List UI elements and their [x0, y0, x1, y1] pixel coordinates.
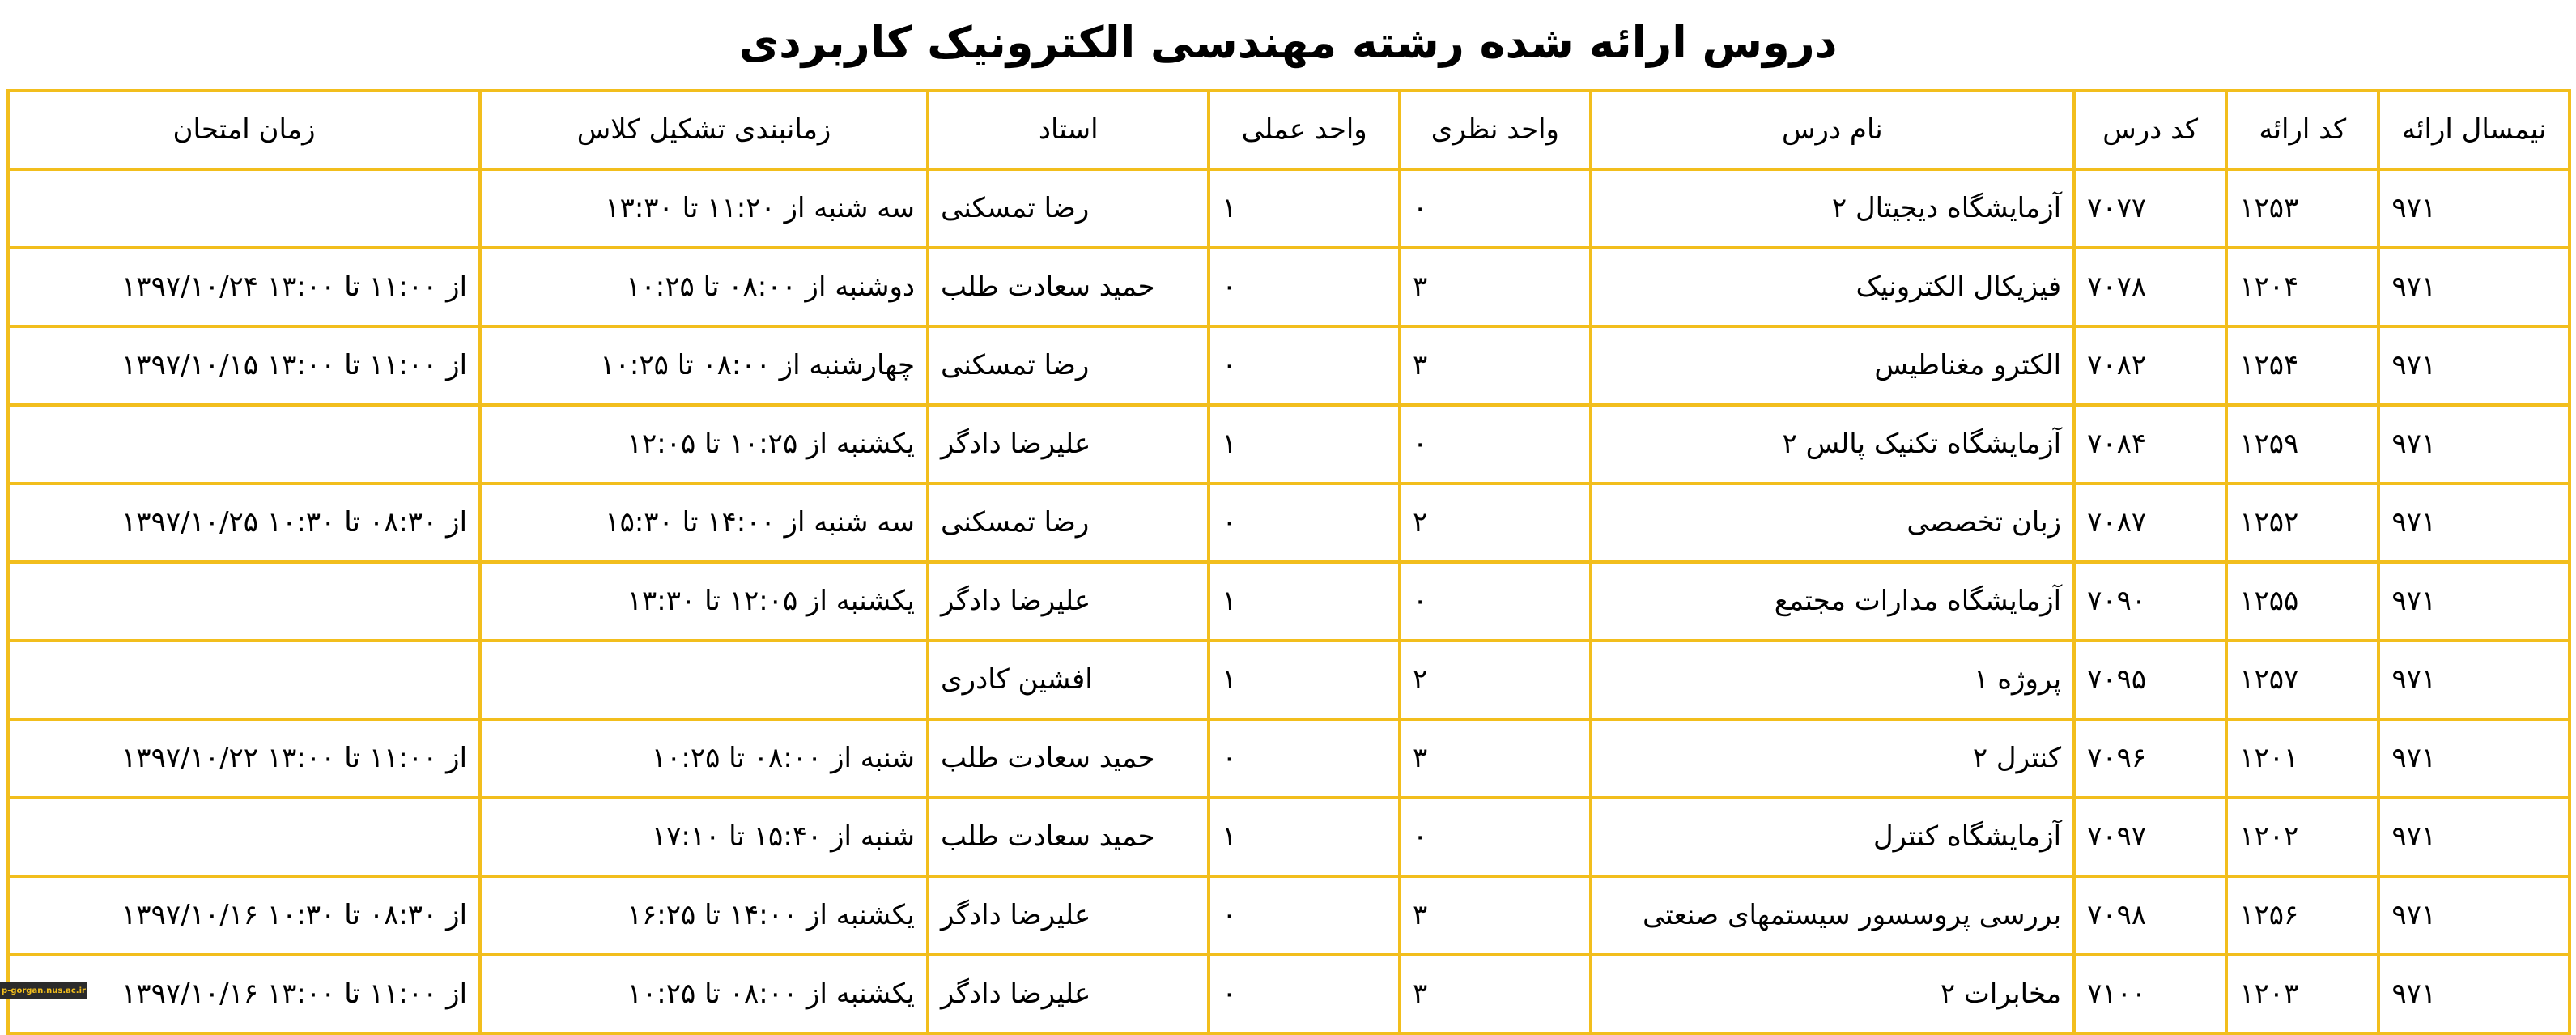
cell-teacher: علیرضا دادگر: [928, 955, 1209, 1033]
header-course-code: کد درس: [2074, 91, 2226, 169]
cell-offer-code: ۱۲۵۵: [2226, 562, 2378, 641]
cell-course-code: ۷۱۰۰: [2074, 955, 2226, 1033]
cell-theory-units: ۳: [1400, 719, 1591, 798]
cell-theory-units: ۲: [1400, 641, 1591, 719]
cell-class-schedule: شنبه از ۰۸:۰۰ تا ۱۰:۲۵: [480, 719, 928, 798]
header-term: نیمسال ارائه: [2378, 91, 2570, 169]
cell-teacher: حمید سعادت طلب: [928, 719, 1209, 798]
cell-practical-units: ۰: [1209, 876, 1400, 955]
cell-teacher: رضا تمسکنی: [928, 483, 1209, 562]
table-row: [8, 876, 2570, 955]
cell-class-schedule: یکشنبه از ۱۴:۰۰ تا ۱۶:۲۵: [480, 876, 928, 955]
cell-exam-time: [8, 641, 480, 719]
cell-class-schedule: دوشنبه از ۰۸:۰۰ تا ۱۰:۲۵: [480, 248, 928, 326]
cell-term: ۹۷۱: [2378, 955, 2570, 1033]
cell-course-code: ۷۰۸۷: [2074, 483, 2226, 562]
table-row: [8, 798, 2570, 876]
cell-teacher: رضا تمسکنی: [928, 169, 1209, 248]
cell-offer-code: ۱۲۰۱: [2226, 719, 2378, 798]
cell-course-code: ۷۰۹۶: [2074, 719, 2226, 798]
cell-practical-units: ۰: [1209, 326, 1400, 405]
cell-offer-code: ۱۲۰۳: [2226, 955, 2378, 1033]
cell-exam-time: از ۱۱:۰۰ تا ۱۳:۰۰ ۱۳۹۷/۱۰/۱۶: [8, 955, 480, 1033]
cell-offer-code: ۱۲۰۲: [2226, 798, 2378, 876]
cell-teacher: علیرضا دادگر: [928, 405, 1209, 483]
cell-theory-units: ۰: [1400, 169, 1591, 248]
header-exam-time: زمان امتحان: [8, 91, 480, 169]
cell-class-schedule: چهارشنبه از ۰۸:۰۰ تا ۱۰:۲۵: [480, 326, 928, 405]
table-row: [8, 326, 2570, 405]
cell-course-name: آزمایشگاه دیجیتال ۲: [1591, 169, 2074, 248]
cell-exam-time: [8, 169, 480, 248]
cell-term: ۹۷۱: [2378, 719, 2570, 798]
cell-teacher: علیرضا دادگر: [928, 562, 1209, 641]
cell-offer-code: ۱۲۰۴: [2226, 248, 2378, 326]
cell-exam-time: [8, 562, 480, 641]
cell-theory-units: ۳: [1400, 248, 1591, 326]
cell-theory-units: ۳: [1400, 876, 1591, 955]
cell-offer-code: ۱۲۵۶: [2226, 876, 2378, 955]
table-row: [8, 641, 2570, 719]
cell-exam-time: از ۱۱:۰۰ تا ۱۳:۰۰ ۱۳۹۷/۱۰/۱۵: [8, 326, 480, 405]
cell-exam-time: از ۰۸:۳۰ تا ۱۰:۳۰ ۱۳۹۷/۱۰/۱۶: [8, 876, 480, 955]
cell-course-name: الکترو مغناطیس: [1591, 326, 2074, 405]
cell-term: ۹۷۱: [2378, 326, 2570, 405]
cell-course-name: آزمایشگاه تکنیک پالس ۲: [1591, 405, 2074, 483]
cell-theory-units: ۳: [1400, 326, 1591, 405]
cell-practical-units: ۰: [1209, 955, 1400, 1033]
cell-course-name: کنترل ۲: [1591, 719, 2074, 798]
courses-table: [6, 89, 2571, 1035]
header-class-schedule: زمانبندی تشکیل کلاس: [480, 91, 928, 169]
cell-course-name: مخابرات ۲: [1591, 955, 2074, 1033]
header-offer-code: کد ارائه: [2226, 91, 2378, 169]
cell-term: ۹۷۱: [2378, 641, 2570, 719]
cell-course-code: ۷۰۷۷: [2074, 169, 2226, 248]
cell-theory-units: ۲: [1400, 483, 1591, 562]
cell-exam-time: از ۱۱:۰۰ تا ۱۳:۰۰ ۱۳۹۷/۱۰/۲۴: [8, 248, 480, 326]
cell-offer-code: ۱۲۵۷: [2226, 641, 2378, 719]
table-row: [8, 405, 2570, 483]
header-course-name: نام درس: [1591, 91, 2074, 169]
cell-term: ۹۷۱: [2378, 798, 2570, 876]
cell-exam-time: از ۰۸:۳۰ تا ۱۰:۳۰ ۱۳۹۷/۱۰/۲۵: [8, 483, 480, 562]
cell-practical-units: ۱: [1209, 405, 1400, 483]
header-teacher: استاد: [928, 91, 1209, 169]
cell-practical-units: ۰: [1209, 719, 1400, 798]
header-practical-units: واحد عملی: [1209, 91, 1400, 169]
cell-term: ۹۷۱: [2378, 405, 2570, 483]
cell-term: ۹۷۱: [2378, 562, 2570, 641]
table-row: [8, 955, 2570, 1033]
cell-offer-code: ۱۲۵۳: [2226, 169, 2378, 248]
cell-course-code: ۷۰۹۵: [2074, 641, 2226, 719]
cell-course-code: ۷۰۹۸: [2074, 876, 2226, 955]
cell-practical-units: ۱: [1209, 562, 1400, 641]
cell-teacher: افشین کادری: [928, 641, 1209, 719]
cell-teacher: رضا تمسکنی: [928, 326, 1209, 405]
table-row: [8, 169, 2570, 248]
cell-term: ۹۷۱: [2378, 248, 2570, 326]
cell-offer-code: ۱۲۵۴: [2226, 326, 2378, 405]
cell-offer-code: ۱۲۵۹: [2226, 405, 2378, 483]
cell-term: ۹۷۱: [2378, 876, 2570, 955]
cell-course-code: ۷۰۸۴: [2074, 405, 2226, 483]
table-row: [8, 248, 2570, 326]
cell-class-schedule: سه شنبه از ۱۴:۰۰ تا ۱۵:۳۰: [480, 483, 928, 562]
site-watermark: p-gorgan.nus.ac.ir: [0, 982, 87, 999]
courses-table-wrapper: [6, 89, 2571, 1011]
cell-teacher: علیرضا دادگر: [928, 876, 1209, 955]
cell-teacher: حمید سعادت طلب: [928, 798, 1209, 876]
cell-practical-units: ۱: [1209, 798, 1400, 876]
cell-teacher: حمید سعادت طلب: [928, 248, 1209, 326]
cell-course-name: فیزیکال الکترونیک: [1591, 248, 2074, 326]
cell-theory-units: ۳: [1400, 955, 1591, 1033]
cell-class-schedule: یکشنبه از ۱۰:۲۵ تا ۱۲:۰۵: [480, 405, 928, 483]
cell-exam-time: [8, 405, 480, 483]
cell-offer-code: ۱۲۵۲: [2226, 483, 2378, 562]
table-header-row: [8, 91, 2570, 169]
cell-class-schedule: سه شنبه از ۱۱:۲۰ تا ۱۳:۳۰: [480, 169, 928, 248]
cell-course-name: آزمایشگاه کنترل: [1591, 798, 2074, 876]
cell-practical-units: ۰: [1209, 483, 1400, 562]
cell-theory-units: ۰: [1400, 798, 1591, 876]
cell-course-code: ۷۰۷۸: [2074, 248, 2226, 326]
header-theory-units: واحد نظری: [1400, 91, 1591, 169]
cell-practical-units: ۰: [1209, 248, 1400, 326]
table-row: [8, 483, 2570, 562]
page-title: دروس ارائه شده رشته مهندسی الکترونیک کاربردی: [738, 16, 1838, 68]
cell-class-schedule: یکشنبه از ۱۲:۰۵ تا ۱۳:۳۰: [480, 562, 928, 641]
cell-course-name: پروژه ۱: [1591, 641, 2074, 719]
cell-class-schedule: یکشنبه از ۰۸:۰۰ تا ۱۰:۲۵: [480, 955, 928, 1033]
cell-term: ۹۷۱: [2378, 169, 2570, 248]
cell-course-name: زبان تخصصی: [1591, 483, 2074, 562]
table-row: [8, 719, 2570, 798]
cell-course-name: بررسی پروسسور سیستمهای صنعتی: [1591, 876, 2074, 955]
cell-course-code: ۷۰۸۲: [2074, 326, 2226, 405]
cell-course-name: آزمایشگاه مدارات مجتمع: [1591, 562, 2074, 641]
cell-exam-time: [8, 798, 480, 876]
cell-theory-units: ۰: [1400, 405, 1591, 483]
cell-practical-units: ۱: [1209, 169, 1400, 248]
cell-practical-units: ۱: [1209, 641, 1400, 719]
cell-exam-time: از ۱۱:۰۰ تا ۱۳:۰۰ ۱۳۹۷/۱۰/۲۲: [8, 719, 480, 798]
cell-course-code: ۷۰۹۰: [2074, 562, 2226, 641]
cell-theory-units: ۰: [1400, 562, 1591, 641]
table-row: [8, 562, 2570, 641]
cell-class-schedule: شنبه از ۱۵:۴۰ تا ۱۷:۱۰: [480, 798, 928, 876]
cell-term: ۹۷۱: [2378, 483, 2570, 562]
cell-course-code: ۷۰۹۷: [2074, 798, 2226, 876]
cell-class-schedule: [480, 641, 928, 719]
